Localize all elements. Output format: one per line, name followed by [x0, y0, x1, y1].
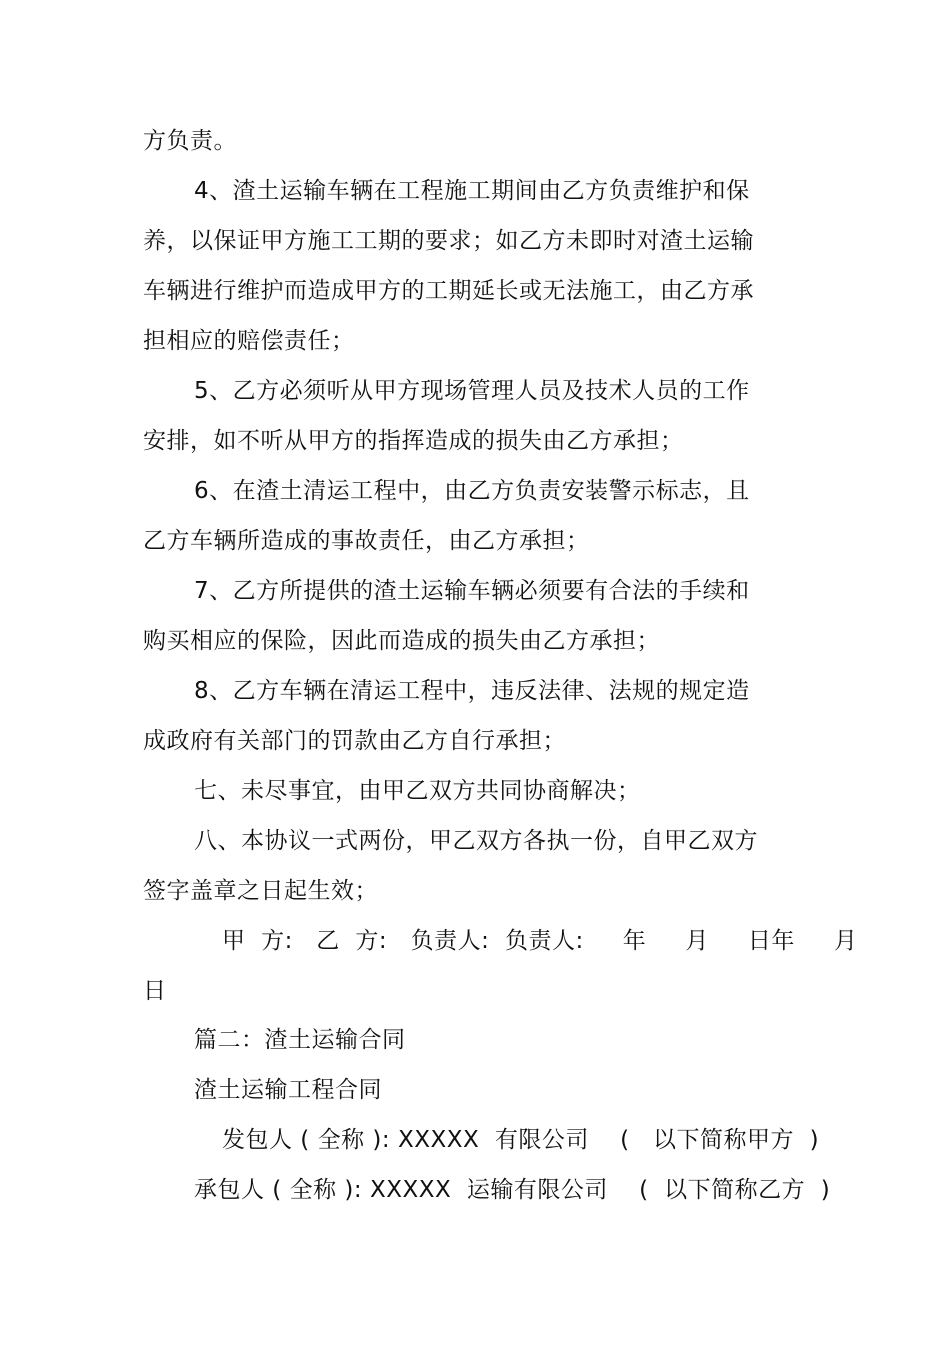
text-line: 方负责。 [143, 128, 237, 154]
text-line: 日 [143, 978, 167, 1004]
text-line: 车辆进行维护而造成甲方的工期延长或无法施工，由乙方承 [143, 278, 754, 304]
text-line: 4、渣土运输车辆在工程施工期间由乙方负责维护和保 [194, 178, 750, 204]
text-line: 购买相应的保险，因此而造成的损失由乙方承担； [143, 628, 660, 654]
text-line: 八、本协议一式两份，甲乙双方各执一份，自甲乙双方 [194, 828, 758, 854]
text-line: 七、未尽事宜，由甲乙双方共同协商解决； [194, 778, 641, 804]
text-line: 8、乙方车辆在清运工程中，违反法律、法规的规定造 [194, 678, 750, 704]
party-a-line: 发包人 ( 全称 ): XXXXX 有限公司 ( 以下简称甲方 ) [222, 1127, 820, 1153]
text-line: 7、乙方所提供的渣土运输车辆必须要有合法的手续和 [194, 578, 750, 604]
text-line: 成政府有关部门的罚款由乙方自行承担； [143, 728, 566, 754]
text-line: 担相应的赔偿责任； [143, 328, 355, 354]
text-line: 签字盖章之日起生效； [143, 878, 378, 904]
text-line: 安排，如不听从甲方的指挥造成的损失由乙方承担； [143, 428, 684, 454]
signature-line: 甲 方: 乙 方: 负责人: 负责人: 年 月 日年 月 [222, 928, 858, 954]
contract-title: 渣土运输工程合同 [194, 1077, 382, 1103]
party-b-line: 承包人 ( 全称 ): XXXXX 运输有限公司 ( 以下简称乙方 ) [194, 1177, 831, 1203]
text-line: 养，以保证甲方施工工期的要求；如乙方未即时对渣土运输 [143, 228, 754, 254]
text-line: 6、在渣土清运工程中，由乙方负责安装警示标志，且 [194, 478, 750, 504]
text-line: 乙方车辆所造成的事故责任，由乙方承担； [143, 528, 590, 554]
section-heading: 篇二：渣土运输合同 [194, 1027, 406, 1053]
text-line: 5、乙方必须听从甲方现场管理人员及技术人员的工作 [194, 378, 750, 404]
